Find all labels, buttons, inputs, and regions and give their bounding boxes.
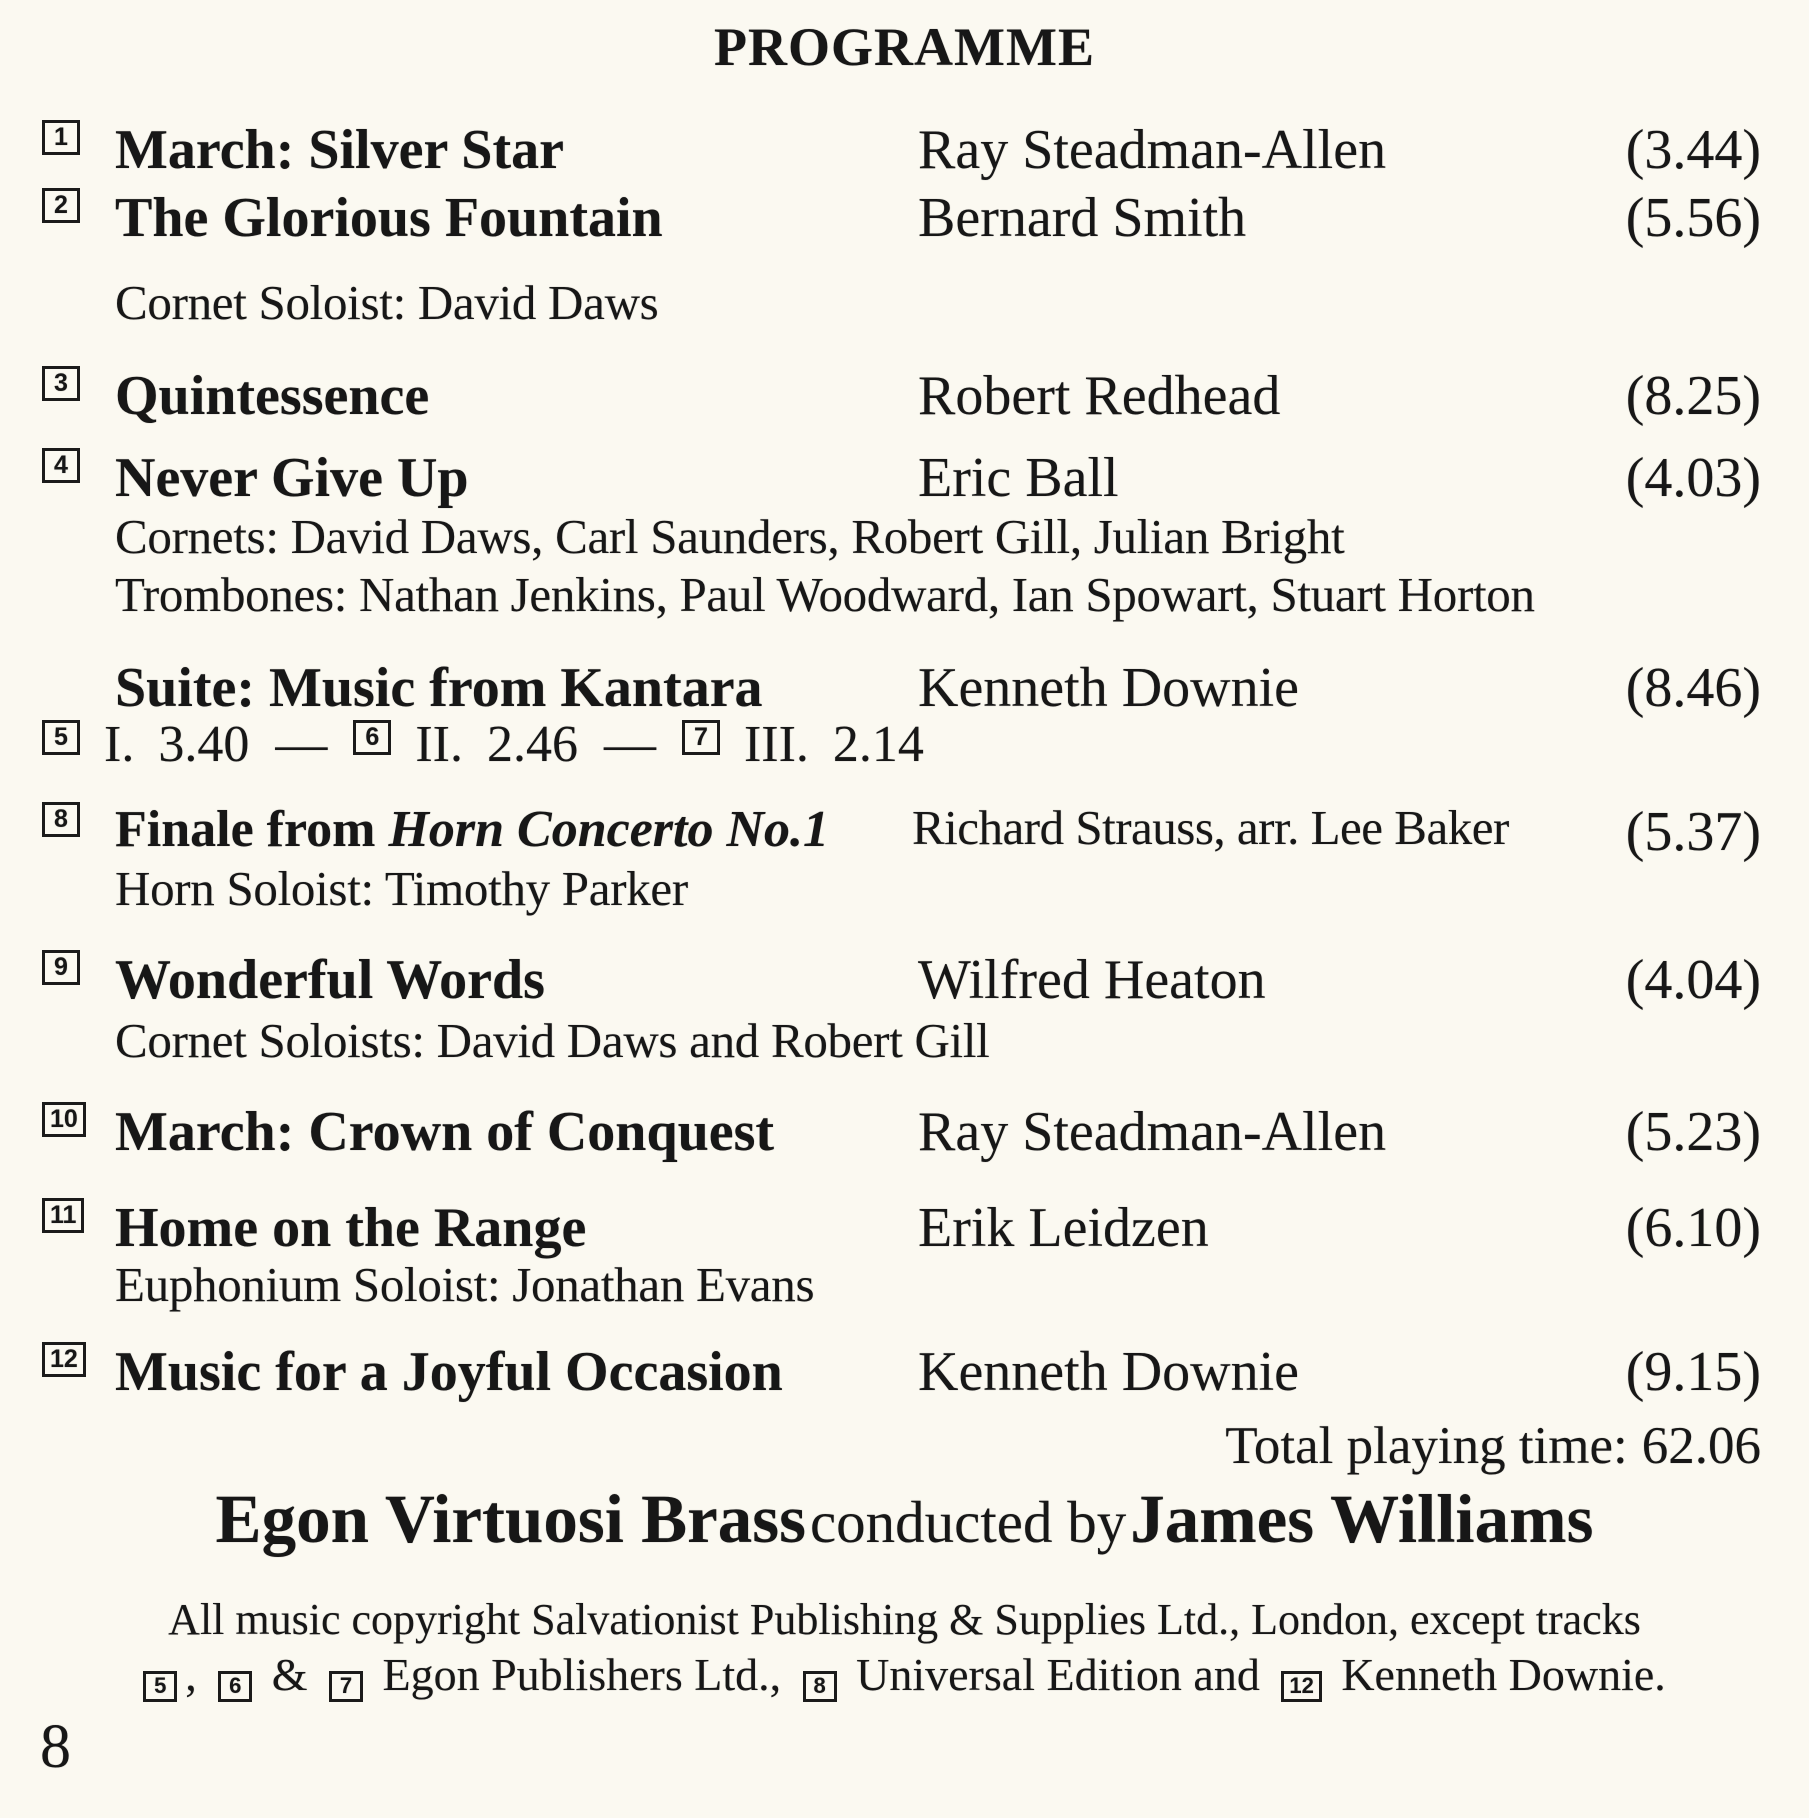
movement-numeral: III. [743,716,809,773]
track-number: 2 [54,191,68,219]
track-number-box [353,720,391,755]
suite-movements-row [42,716,924,773]
copyright-downie-text: Kenneth Downie. [1341,1649,1666,1700]
track-composer: Robert Redhead [918,365,1281,427]
track-number: 9 [54,953,68,981]
track-duration: (4.04) [1625,949,1761,1011]
track-duration: (3.44) [1625,119,1761,181]
movement-time: 2.14 [832,716,924,773]
track-number: 8 [54,805,68,833]
movement-numeral: II. [415,716,463,773]
total-playing-time-value: 62.06 [1641,1417,1761,1475]
suite-title: Suite: Music from Kantara [115,657,763,719]
track-composer: Erik Leidzen [918,1197,1209,1259]
track-personnel-note: Cornets: David Daws, Carl Saunders, Robert Gill, Julian Bright [115,509,1345,564]
track-number: 5 [154,1673,167,1698]
track-number: 8 [813,1673,826,1698]
total-playing-time [1225,1416,1761,1476]
track-number-box [682,720,720,755]
track-title: Never Give Up [115,447,469,509]
track-title-text: Finale from [115,801,376,858]
track-number-box [218,1671,252,1702]
track-duration: (5.23) [1625,1101,1761,1163]
track-title: March: Crown of Conquest [115,1101,775,1163]
track-personnel-note: Trombones: Nathan Jenkins, Paul Woodward, Ian Spowart, Stuart Horton [115,567,1535,622]
track-duration: (4.03) [1625,447,1761,509]
track-number-box [42,1102,86,1137]
movement-time: 3.40 [158,716,250,773]
track-title: March: Silver Star [115,119,564,181]
suite-composer: Kenneth Downie [918,657,1300,719]
total-playing-time-label: Total playing time: [1225,1417,1628,1475]
track-title: The Glorious Fountain [115,187,663,249]
track-composer: Kenneth Downie [918,1341,1300,1403]
track-number-box [42,366,80,401]
track-duration: (8.25) [1625,365,1761,427]
track-number: 12 [1289,1673,1314,1698]
movement-time: 2.46 [486,716,578,773]
track-number: 11 [50,1201,77,1229]
track-number-box [803,1671,837,1702]
track-number: 10 [50,1105,78,1133]
conducted-by-text: conducted by [810,1489,1127,1555]
ensemble-name: Egon Virtuosi Brass [215,1481,806,1557]
track-title [115,800,829,860]
track-duration: (5.37) [1625,801,1761,863]
track-number-box [42,1342,86,1377]
track-soloist-note: Euphonium Soloist: Jonathan Evans [115,1257,815,1312]
page-number: 8 [40,1713,71,1781]
track-number: 12 [50,1345,78,1373]
track-row [0,186,1809,260]
copyright-ampersand: & [271,1649,308,1700]
track-number-box [143,1671,177,1702]
track-number-box [42,950,80,985]
track-row [0,364,1809,438]
track-duration: (6.10) [1625,1197,1761,1259]
track-composer: Ray Steadman-Allen [918,1101,1387,1163]
copyright-egon-text: Egon Publishers Ltd., [382,1649,782,1700]
page-title: PROGRAMME [714,17,1095,77]
track-row [0,1340,1809,1414]
track-soloist-note: Cornet Soloist: David Daws [115,275,659,330]
copyright-universal-text: Universal Edition and [856,1649,1260,1700]
track-number-box [42,120,80,155]
movement-separator: — [603,716,656,773]
track-number-box [1281,1671,1321,1702]
track-soloist-note: Horn Soloist: Timothy Parker [115,861,688,916]
track-number: 7 [694,723,708,751]
track-row [0,118,1809,192]
suite-duration: (8.46) [1625,657,1761,719]
track-title: Home on the Range [115,1197,587,1259]
track-row [0,948,1809,1022]
track-composer: Bernard Smith [918,187,1247,249]
track-number-box [42,802,80,837]
track-row [0,1100,1809,1174]
track-composer: Eric Ball [918,447,1119,509]
track-number-box [42,188,80,223]
track-number-box [42,720,80,755]
copyright-line-2 [0,1648,1809,1701]
track-number-box [42,448,80,483]
track-duration: (5.56) [1625,187,1761,249]
copyright-comma: , [185,1649,197,1700]
track-duration: (9.15) [1625,1341,1761,1403]
movement-numeral: I. [104,716,135,773]
track-title: Music for a Joyful Occasion [115,1341,783,1403]
track-number: 7 [339,1673,353,1698]
movement-separator: — [275,716,328,773]
copyright-line-1: All music copyright Salvationist Publishing & Supplies Ltd., London, except tracks [168,1595,1641,1644]
track-number: 4 [54,451,68,479]
track-composer: Wilfred Heaton [918,949,1266,1011]
track-number: 3 [54,369,68,397]
track-title-italic: Horn Concerto No.1 [388,801,830,858]
track-title: Quintessence [115,365,430,427]
ensemble-line [0,1480,1809,1559]
track-number-box [42,1198,84,1233]
track-number-box [329,1671,363,1702]
track-composer: Richard Strauss, arr. Lee Baker [912,800,1509,855]
track-number: 6 [229,1673,242,1698]
track-composer: Ray Steadman-Allen [918,119,1387,181]
track-number: 5 [54,723,68,751]
conductor-name: James Williams [1130,1481,1594,1557]
track-number: 1 [54,123,68,151]
track-title: Wonderful Words [115,949,545,1011]
track-number: 6 [365,723,380,751]
track-soloist-note: Cornet Soloists: David Daws and Robert Gill [115,1013,990,1068]
